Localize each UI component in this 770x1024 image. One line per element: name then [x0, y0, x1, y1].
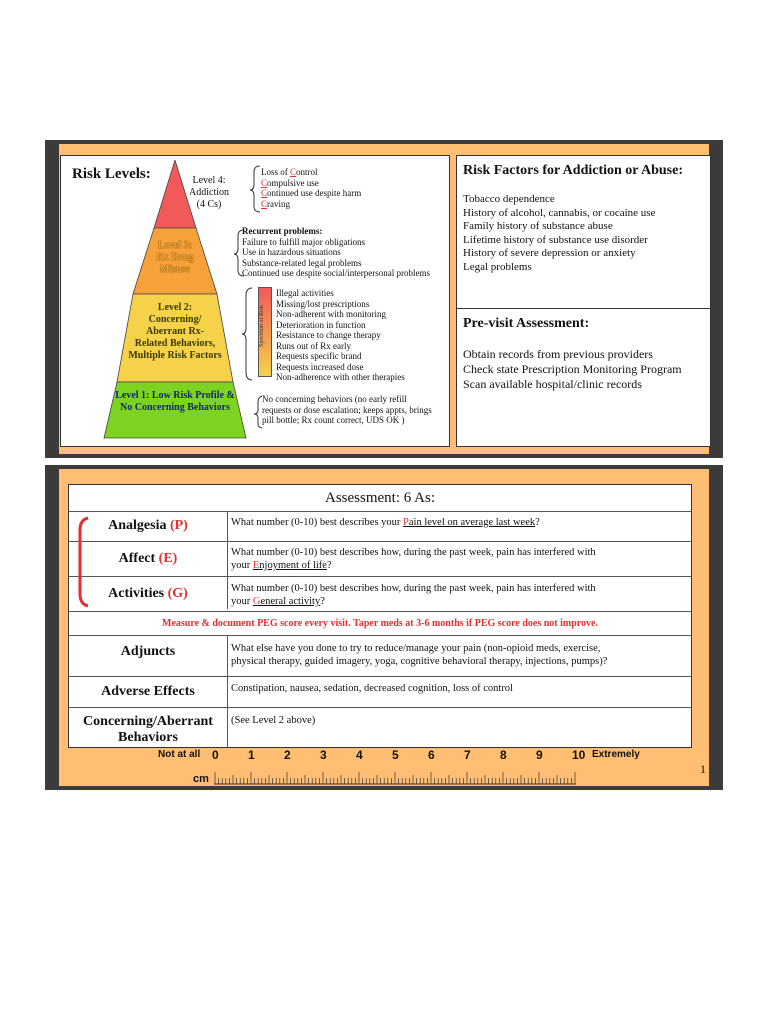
scale-left-label: Not at all: [158, 749, 201, 760]
scale-right-label: Extremely: [592, 749, 640, 760]
affect-label: Affect (E): [118, 551, 178, 566]
previsit-item: Obtain records from previous providers: [463, 347, 653, 361]
table-row-analgesia: [69, 511, 691, 540]
risk-factors-list: [463, 193, 655, 274]
scale-number: 2: [284, 748, 291, 762]
analgesia-label: Analgesia (P): [108, 518, 188, 533]
ruler-unit: cm: [193, 773, 209, 785]
scale-number: 6: [428, 748, 435, 762]
page-number: 1: [700, 762, 706, 776]
level1-line: requests or dose escalation; keeps appts, brings: [262, 404, 432, 415]
previsit-item: Scan available hospital/clinic records: [463, 377, 642, 391]
ruler: [214, 765, 578, 785]
previsit-title: Pre-visit Assessment:: [463, 316, 590, 331]
adjuncts-label: Adjuncts: [120, 644, 176, 659]
table-row-concerning: [69, 707, 691, 748]
recurrent-item: Failure to fulfill major obligations: [242, 236, 365, 247]
recurrent-item: Use in hazardous situations: [242, 247, 341, 257]
level2-label: Level 2: Concerning/ Aberrant Rx- Related Behaviors, Multiple Risk Factors: [128, 302, 222, 361]
activities-question: What number (0-10) best describes how, during the past week, pain has interfered with your General activity?: [231, 583, 596, 607]
level1-behaviors: [262, 394, 442, 426]
behavior-item: Illegal activities: [276, 288, 334, 298]
risk-factor-item: History of alcohol, cannabis, or cocaine use: [463, 206, 656, 219]
previsit-item: Check state Prescription Monitoring Program: [463, 362, 682, 376]
assessment-table: [68, 484, 692, 748]
card-border-left: [49, 469, 59, 786]
behavior-item: Deterioration in function: [276, 319, 366, 330]
four-cs-item: Compulsive use: [261, 177, 319, 188]
analgesia-question: What number (0-10) best describes your Pain level on average last week?: [231, 517, 540, 528]
recurrent-title: Recurrent problems:: [242, 226, 323, 236]
scale-number: 9: [536, 748, 543, 762]
table-row-adjuncts: [69, 635, 691, 676]
scale-number: 10: [572, 748, 586, 762]
behavior-item: Runs out of Rx early: [276, 340, 351, 351]
four-cs-item: Continued use despite harm: [261, 188, 362, 198]
card-border-left: [49, 144, 59, 454]
peg-bracket: [76, 516, 90, 608]
table-row-adverse: [69, 676, 691, 707]
concerning-label: Concerning/Aberrant Behaviors: [83, 714, 213, 745]
recurrent-problems: [242, 226, 442, 279]
behavior-item: Requests specific brand: [276, 351, 362, 361]
level1-line: pill bottle; Rx count correct, UDS OK ): [262, 415, 405, 425]
level2-behaviors: [276, 288, 446, 383]
four-cs-item: Loss of Control: [261, 167, 318, 177]
recurrent-item: Continued use despite social/interpersonal problems: [242, 268, 430, 278]
behavior-item: Requests increased dose: [276, 361, 364, 372]
previsit-list: [463, 347, 682, 392]
four-cs-item: Craving: [261, 198, 291, 209]
risk-factor-item: Family history of substance abuse: [463, 220, 613, 232]
concerning-text: (See Level 2 above): [231, 715, 316, 726]
level4-label: Level 4: Addiction (4 Cs): [189, 175, 229, 210]
risk-factors-panel: [456, 155, 711, 310]
scale-number: 5: [392, 748, 399, 762]
scale-number: 3: [320, 748, 327, 762]
recurrent-item: Substance-related legal problems: [242, 257, 362, 268]
adverse-label: Adverse Effects: [101, 684, 195, 699]
adverse-text: Constipation, nausea, sedation, decreased cognition, loss of control: [231, 683, 513, 694]
spectrum-label: Spectrum of Risk: [259, 305, 265, 347]
table-row-activities: [69, 576, 691, 611]
risk-factor-item: Tobacco dependence: [463, 193, 555, 205]
behavior-item: Resistance to change therapy: [276, 330, 381, 340]
level1-line: No concerning behaviors (no early refill: [262, 394, 407, 404]
risk-factor-item: Lifetime history of substance use disorder: [463, 233, 648, 246]
four-cs-list: [261, 167, 441, 209]
peg-note: Measure & document PEG score every visit. Taper meds at 3-6 months if PEG score does not improve.: [162, 618, 598, 629]
risk-factors-title: Risk Factors for Addiction or Abuse:: [463, 163, 683, 178]
adjuncts-text: What else have you done to try to reduce/manage your pain (non-opioid meds, exercise, physical therapy, guided imagery, yoga, cognitive behavioral therapy, injections, pumps)?: [231, 643, 608, 667]
scale-number: 1: [248, 748, 255, 762]
risk-levels-title: Risk Levels:: [72, 166, 151, 182]
assessment-title: Assessment: 6 As:: [324, 490, 435, 506]
scale-number: 0: [212, 748, 219, 762]
behavior-item: Non-adherent with monitoring: [276, 309, 386, 319]
level3-label: Level 3: Rx Drug Misuse: [156, 240, 194, 275]
risk-factor-item: History of severe depression or anxiety: [463, 247, 636, 259]
card-border-right: [709, 469, 719, 786]
level1-label: Level 1: Low Risk Profile & No Concerning Behaviors: [115, 390, 235, 413]
affect-question: What number (0-10) best describes how, during the past week, pain has interfered with your Enjoyment of life?: [231, 547, 596, 571]
risk-factor-item: Legal problems: [463, 260, 532, 273]
peg-note-row: [69, 611, 691, 636]
table-row-affect: [69, 541, 691, 576]
previsit-panel: [456, 308, 711, 447]
scale-number: 7: [464, 748, 471, 762]
scale-number: 4: [356, 748, 363, 762]
behavior-item: Non-adherence with other therapies: [276, 372, 405, 382]
activities-label: Activities (G): [108, 586, 188, 601]
scale-number: 8: [500, 748, 507, 762]
behavior-item: Missing/lost prescriptions: [276, 298, 370, 309]
